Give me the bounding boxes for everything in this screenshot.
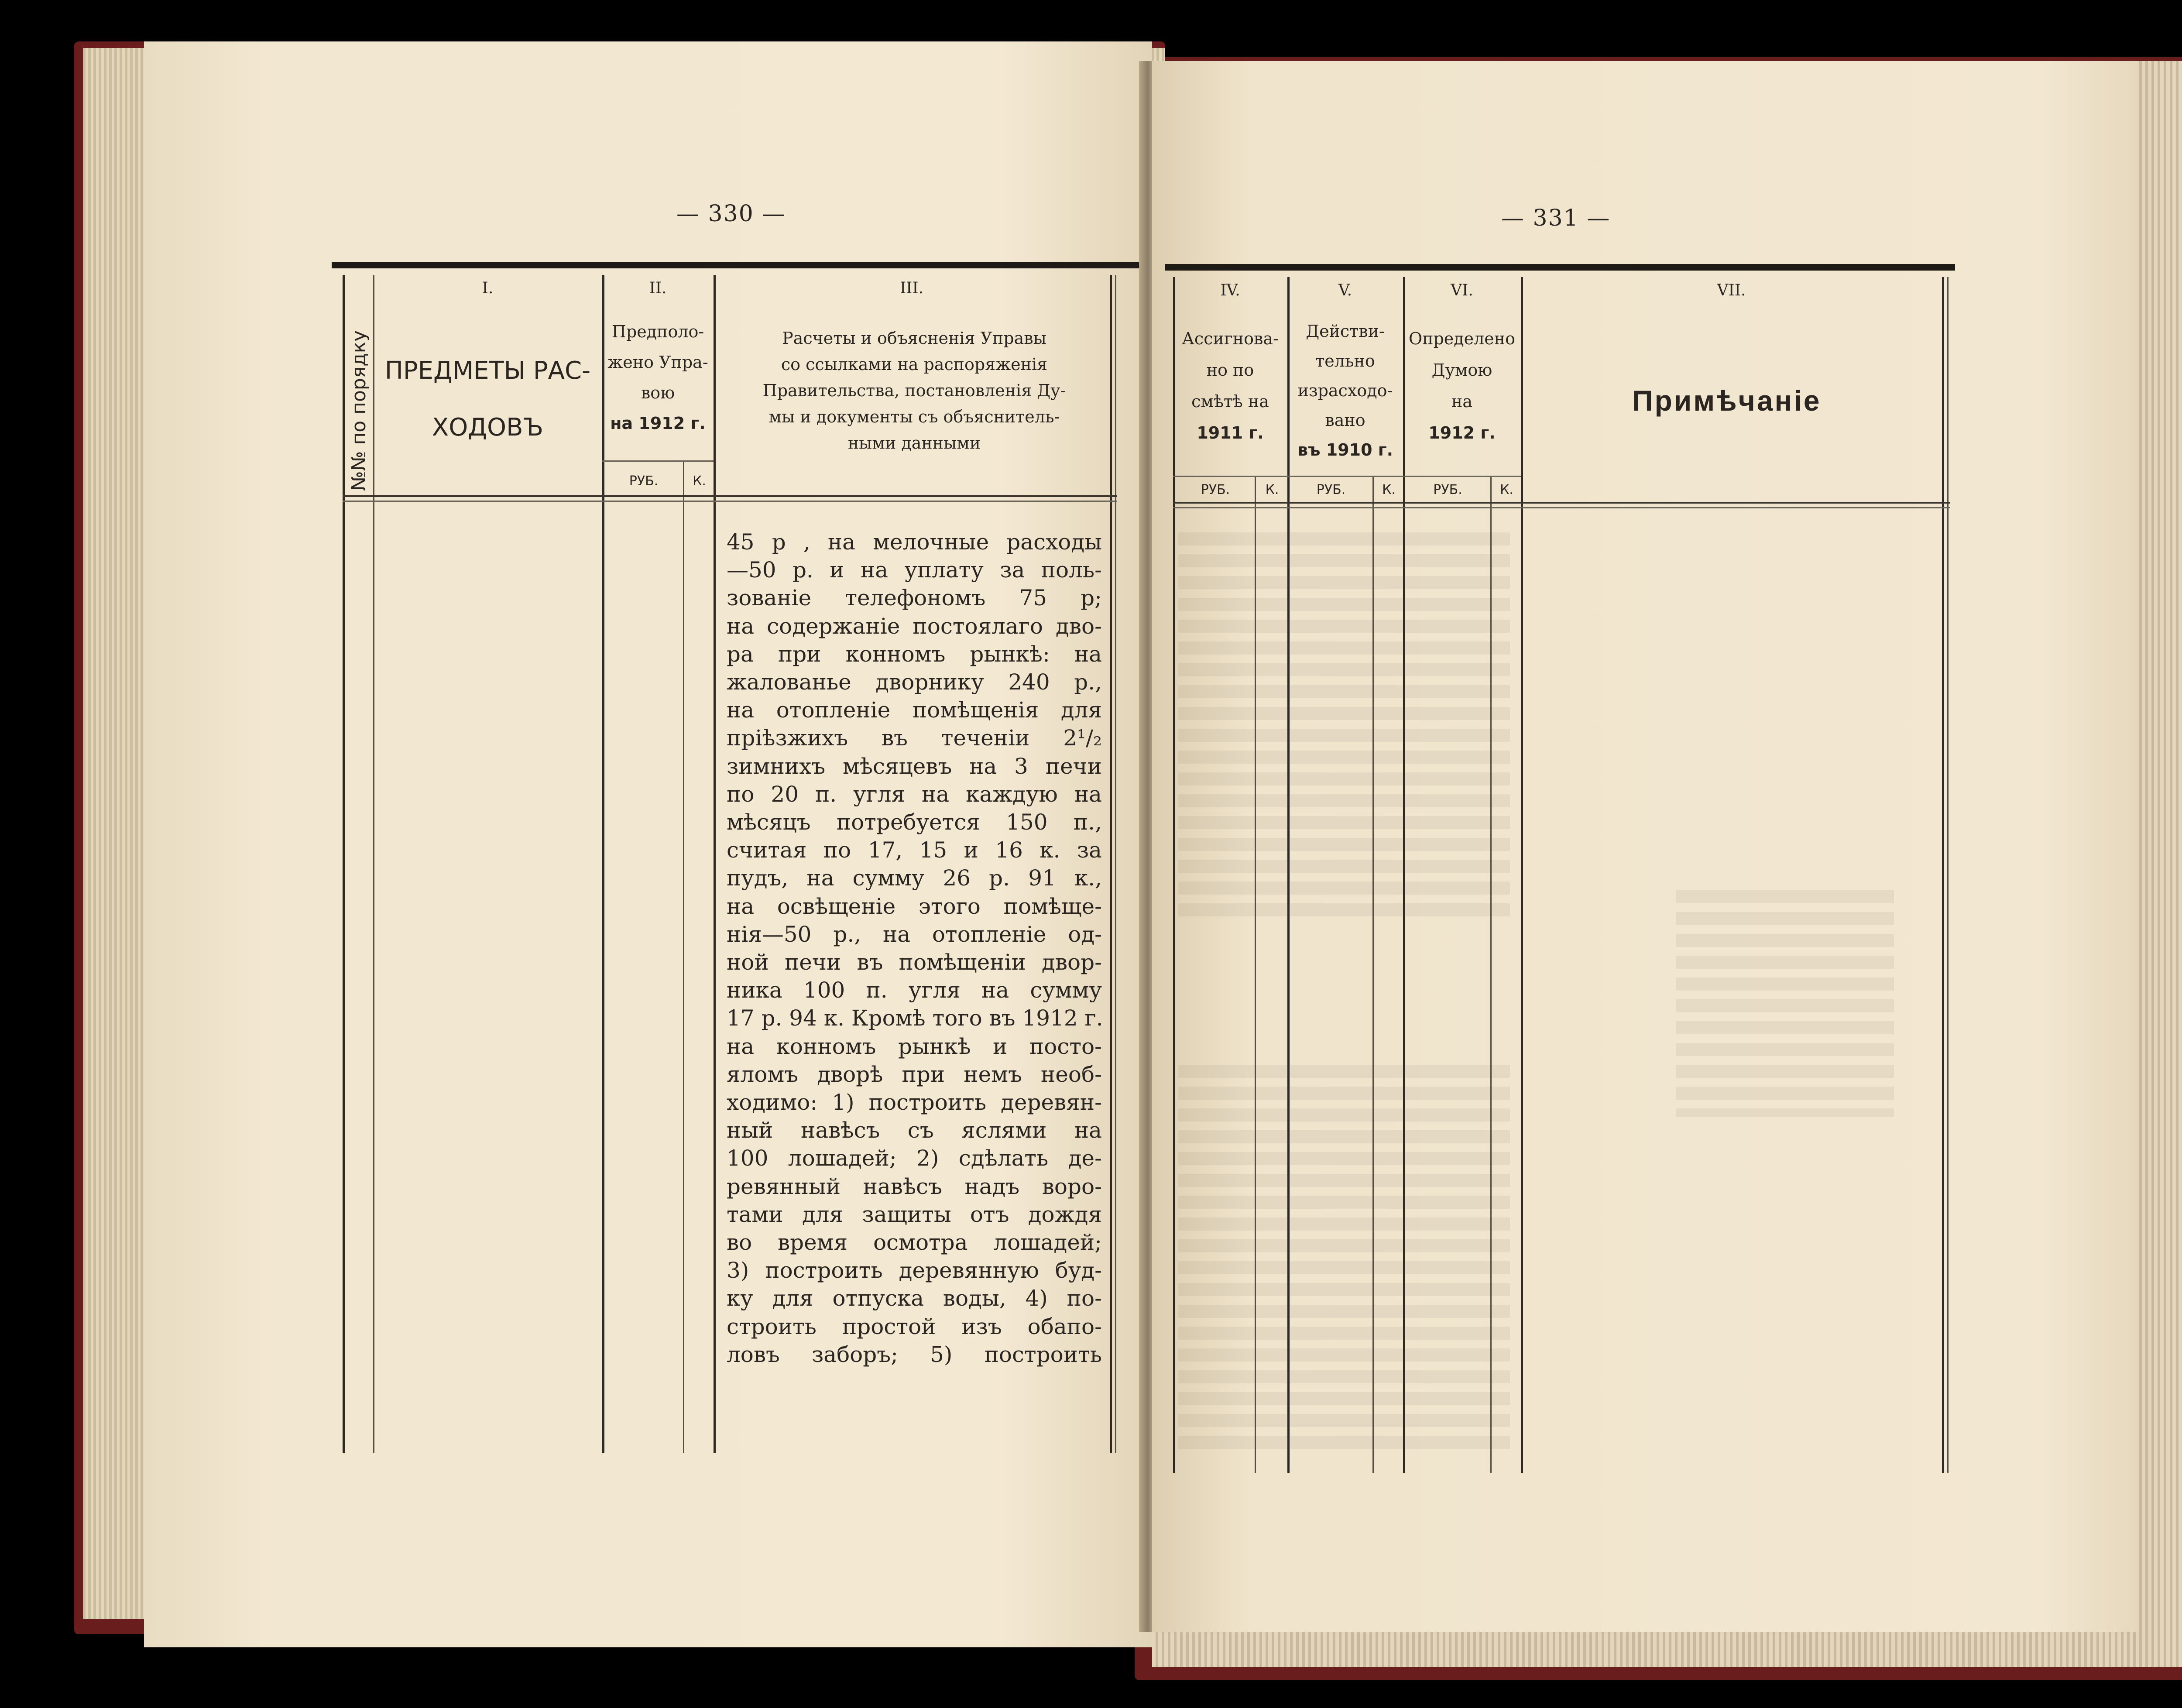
body-line: на освѣщеніе этого помѣще- <box>727 893 1102 919</box>
body-line: 3) построить деревянную буд- <box>727 1258 1102 1283</box>
col-5-unit-rub: РУБ. <box>1316 482 1346 497</box>
col-4-title-line: 1911 г. <box>1197 423 1264 442</box>
bleed-through-texture <box>1178 1065 1510 1458</box>
col-4-title-line: но по <box>1206 360 1254 380</box>
body-line: 17 р. 94 к. Кромѣ того въ 1912 г. <box>727 1005 1103 1031</box>
col-4-numeral: IV. <box>1220 281 1240 299</box>
body-line: ной печи въ помѣщеніи двор- <box>727 950 1102 975</box>
col-divider <box>1115 275 1116 1453</box>
col-3-numeral: III. <box>899 279 924 297</box>
col-2-title <box>602 316 714 439</box>
col-6-numeral: VI. <box>1451 281 1473 299</box>
right-page <box>1152 61 2138 1632</box>
col-6-title-line: на <box>1451 392 1472 411</box>
table-top-rule <box>332 262 1141 268</box>
col-1-title-line: ПРЕДМЕТЫ РАС- <box>384 357 591 385</box>
column-index-label: №№ по порядку <box>348 330 370 491</box>
body-line: ходимо: 1) построить деревян- <box>727 1090 1102 1115</box>
body-line: зимнихъ мѣсяцевъ на 3 печи <box>727 753 1102 779</box>
body-line: ку для отпуска воды, 4) по- <box>727 1286 1102 1311</box>
body-line: зованіе телефономъ 75 р; <box>727 585 1102 611</box>
body-line: 45 р , на мелочные расходы <box>727 529 1102 555</box>
col-7-title: Примѣчаніе <box>1632 384 1822 417</box>
col-4-unit-kop: К. <box>1265 482 1279 497</box>
col-2-title-line: вою <box>641 383 675 402</box>
body-line: нія—50 р., на отопленіе од- <box>727 921 1102 947</box>
col-6-unit-kop: К. <box>1500 482 1513 497</box>
bleed-through-texture <box>1178 532 1510 925</box>
body-line: строить простой изъ обапо- <box>727 1314 1102 1339</box>
col-4-unit-rub: РУБ. <box>1201 482 1230 497</box>
col-2-numeral: II. <box>649 279 667 297</box>
units-rule <box>1173 476 1521 477</box>
body-line: на отопленіе помѣщенія для <box>727 697 1102 723</box>
col-3-title-line: мы и документы съ объяснитель- <box>769 407 1060 426</box>
header-bottom-rule <box>1173 502 1950 504</box>
col-divider <box>1947 277 1949 1473</box>
col-6-title <box>1403 323 1521 449</box>
body-line: на конномъ рынкѣ и посто- <box>727 1033 1102 1059</box>
col-1-title <box>373 343 602 456</box>
col-3-title <box>729 325 1100 456</box>
units-rule <box>602 460 714 462</box>
body-line: на содержаніе постоялаго дво- <box>727 613 1102 639</box>
col-3-title-line: ными данными <box>847 433 981 453</box>
body-line: —50 р. и на уплату за поль- <box>727 557 1102 583</box>
col-5-title-line: тельно <box>1315 351 1375 370</box>
col-4-title-line: Ассигнова- <box>1182 329 1279 348</box>
col-divider <box>1110 275 1112 1453</box>
col-5-title-line: въ 1910 г. <box>1297 440 1393 460</box>
col-3-title-line: Расчеты и объясненія Управы <box>782 329 1046 348</box>
left-page <box>144 41 1152 1647</box>
col-2-title-line: Предполо- <box>611 322 704 341</box>
col-5-title-line: израсходо- <box>1297 381 1393 400</box>
body-line: пріѣзжихъ въ теченіи 2¹/₂ <box>727 725 1102 751</box>
col-5-title-line: Действи- <box>1306 322 1385 341</box>
col-4-title-line: смѣтѣ на <box>1191 392 1269 411</box>
page-number-right: — 331 — <box>1501 205 1611 231</box>
body-line: ревянный навѣсъ надъ воро- <box>727 1173 1102 1199</box>
body-line: во время осмотра лошадей; <box>727 1230 1102 1255</box>
header-bottom-rule <box>343 495 1117 497</box>
col-divider <box>602 275 604 1453</box>
body-line: ный навѣсъ съ яслями на <box>727 1118 1102 1143</box>
body-line: ра при конномъ рынкѣ: на <box>727 641 1102 667</box>
col-3-title-line: Правительства, постановленія Ду- <box>762 381 1066 400</box>
col-4-title <box>1173 323 1287 449</box>
col-2-unit-kop: К. <box>693 473 706 489</box>
col-6-title-line: Определено <box>1408 329 1515 348</box>
body-line: тами для защиты отъ дождя <box>727 1201 1102 1227</box>
col-5-unit-kop: К. <box>1382 482 1396 497</box>
col-divider <box>714 275 716 1453</box>
col-3-title-line: со ссылками на распоряженія <box>781 355 1048 374</box>
col-2-unit-rub: РУБ. <box>629 473 659 489</box>
body-line: ловъ заборъ; 5) построить <box>727 1341 1102 1367</box>
col-6-unit-rub: РУБ. <box>1433 482 1462 497</box>
table-top-rule <box>1165 264 1955 271</box>
col-7-numeral: VII. <box>1717 281 1746 299</box>
body-line: 100 лошадей; 2) сдѣлать де- <box>727 1146 1102 1171</box>
body-line: по 20 п. угля на каждую на <box>727 781 1102 807</box>
body-line: яломъ дворѣ при немъ необ- <box>727 1061 1102 1087</box>
col-2-title-line: жено Упра- <box>607 353 708 372</box>
header-bottom-rule-2 <box>1173 507 1950 508</box>
body-line: ника 100 п. угля на сумму <box>727 977 1102 1003</box>
body-line: пудъ, на сумму 26 р. 91 к., <box>727 865 1102 891</box>
col-divider <box>343 275 345 1453</box>
body-line: жалованье дворнику 240 р., <box>727 669 1102 695</box>
col-6-title-line: 1912 г. <box>1428 423 1496 442</box>
col-1-numeral: I. <box>482 279 494 297</box>
bleed-through-texture <box>1676 890 1894 1117</box>
page-number-left: — 330 — <box>676 201 786 227</box>
body-line: считая по 17, 15 и 16 к. за <box>727 837 1102 863</box>
col-3-body-text <box>727 528 1102 1368</box>
col-divider <box>683 460 684 1453</box>
col-6-title-line: Думою <box>1431 360 1492 380</box>
col-1-title-line: ХОДОВЪ <box>432 413 544 442</box>
col-5-title-line: вано <box>1325 411 1365 430</box>
col-5-title <box>1287 316 1403 465</box>
header-bottom-rule-2 <box>343 501 1117 502</box>
col-divider <box>1173 277 1175 1473</box>
col-2-title-line: на 1912 г. <box>610 414 706 433</box>
col-5-numeral: V. <box>1338 281 1352 299</box>
col-divider <box>1521 277 1523 1473</box>
col-divider <box>1942 277 1944 1473</box>
body-line: мѣсяцъ потребуется 150 п., <box>727 809 1102 835</box>
